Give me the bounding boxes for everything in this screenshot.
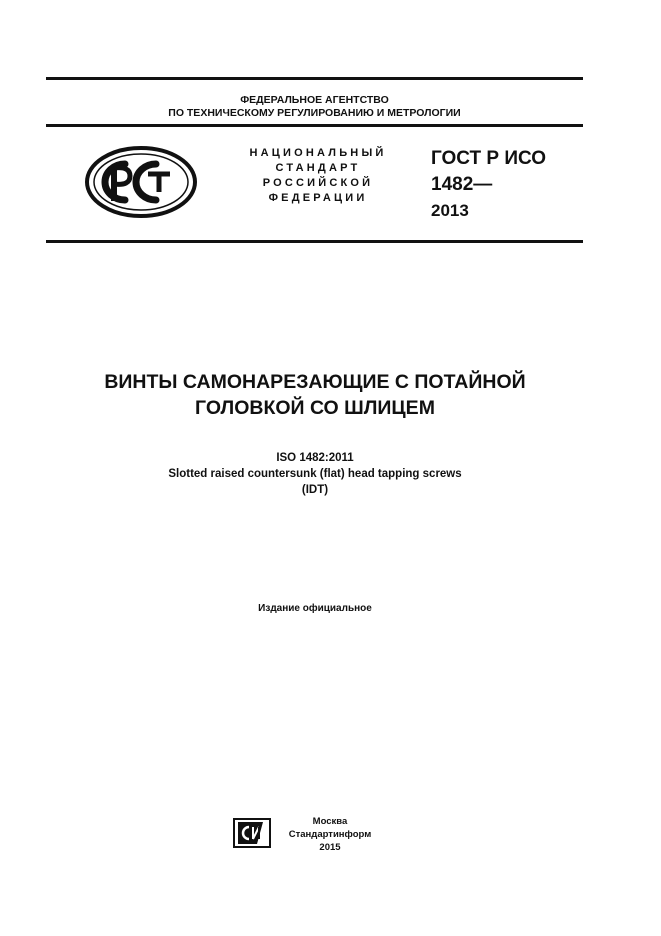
block-bottom-rule bbox=[46, 240, 583, 243]
natstd-line-4: ФЕДЕРАЦИИ bbox=[268, 192, 368, 204]
title-line-1: ВИНТЫ САМОНАРЕЗАЮЩИЕ С ПОТАЙНОЙ bbox=[104, 371, 526, 393]
iso-code: ISO 1482:2011 bbox=[276, 452, 354, 464]
natstd-line-1: НАЦИОНАЛЬНЫЙ bbox=[249, 147, 387, 159]
standartinform-logo-icon bbox=[233, 818, 271, 848]
natstd-line-2: СТАНДАРТ bbox=[275, 162, 361, 174]
agency-line-2: ПО ТЕХНИЧЕСКОМУ РЕГУЛИРОВАНИЮ И МЕТРОЛОГИИ bbox=[168, 107, 461, 119]
designation-line-2: 1482— bbox=[431, 174, 493, 195]
standard-designation bbox=[431, 146, 546, 224]
gost-r-logo-icon bbox=[84, 146, 198, 218]
top-rule bbox=[46, 77, 583, 80]
natstd-line-3: РОССИЙСКОЙ bbox=[262, 177, 374, 189]
agency-line-1: ФЕДЕРАЛЬНОЕ АГЕНТСТВО bbox=[240, 94, 389, 106]
title-line-2: ГОЛОВКОЙ СО ШЛИЦЕМ bbox=[195, 397, 435, 419]
document-title bbox=[30, 369, 600, 421]
designation-year: 2013 bbox=[431, 201, 469, 220]
agency-name bbox=[46, 94, 583, 120]
edition-label: Издание официальное bbox=[258, 603, 372, 614]
national-standard-label bbox=[238, 146, 398, 206]
header-rule bbox=[46, 124, 583, 127]
iso-english-title: Slotted raised countersunk (flat) head tapping screws bbox=[168, 468, 462, 480]
imprint-city: Москва bbox=[312, 816, 348, 827]
iso-equivalence: (IDT) bbox=[301, 484, 329, 496]
imprint-publisher: Стандартинформ bbox=[288, 829, 372, 840]
imprint bbox=[280, 815, 380, 854]
iso-reference bbox=[30, 450, 600, 498]
imprint-year: 2015 bbox=[319, 842, 341, 853]
designation-line-1: ГОСТ Р ИСО bbox=[431, 148, 547, 169]
